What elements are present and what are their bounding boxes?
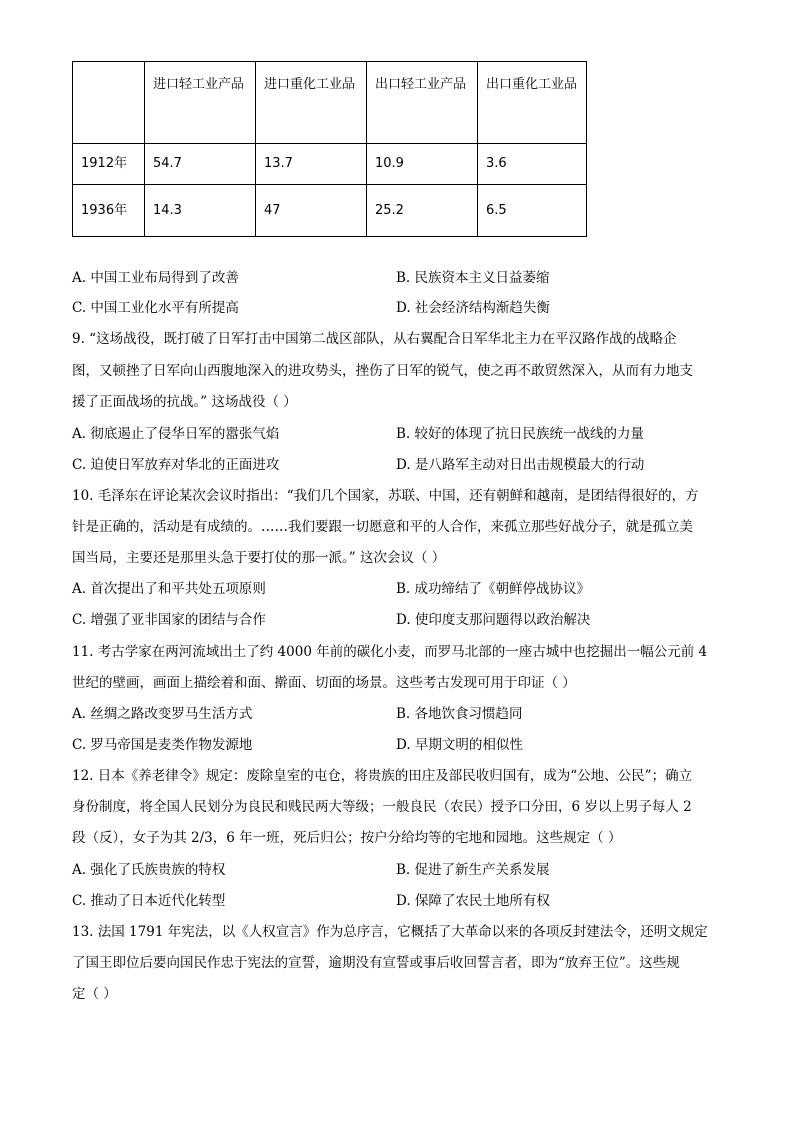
table-row (73, 185, 587, 237)
q10-stem-line: 10. 毛泽东在评论某次会议时指出：“我们几个国家，苏联、中国，还有朝鲜和越南，是团结得很好的，方 (72, 488, 699, 504)
table-header-row (73, 62, 587, 144)
table-cell: 14.3 (145, 185, 256, 237)
q9-option-a: A. 彻底遏止了侵华日军的嚣张气焰 (72, 426, 280, 442)
table-cell: 47 (256, 185, 367, 237)
table-cell: 13.7 (256, 144, 367, 185)
table-cell: 1936年 (73, 185, 145, 237)
table-header-cell: 进口轻工业产品 (145, 62, 256, 144)
q8-option-d: D. 社会经济结构渐趋失衡 (396, 300, 550, 316)
q8-option-a: A. 中国工业布局得到了改善 (72, 270, 239, 286)
q13-stem-line: 了国王即位后要向国民作忠于宪法的宣誓，逾期没有宣誓或事后收回誓言者，即为“放弃王位”。这些规 (72, 955, 680, 971)
q12-option-c: C. 推动了日本近代化转型 (72, 893, 226, 909)
q13-stem-line: 13. 法国 1791 年宪法，以《人权宣言》作为总序言，它概括了大革命以来的各项反封建法令，还明文规定 (72, 924, 708, 940)
table-header-cell (73, 62, 145, 144)
q10-option-a: A. 首次提出了和平共处五项原则 (72, 581, 266, 597)
table-row (73, 144, 587, 185)
q10-stem-line: 针是正确的，活动是有成绩的。……我们要跟一切愿意和平的人合作，来孤立那些好战分子，就是孤立美 (72, 519, 693, 535)
q9-option-c: C. 迫使日军放弃对华北的正面进攻 (72, 457, 280, 473)
q10-option-b: B. 成功缔结了《朝鲜停战协议》 (396, 581, 591, 597)
q9-stem-line: 9. “这场战役，既打破了日军打击中国第二战区部队，从右翼配合日军华北主力在平汉路作战的战略企 (72, 331, 677, 347)
q11-stem-line: 11. 考古学家在两河流域出土了约 4000 年前的碳化小麦，而罗马北部的一座古城中也挖掘出一幅公元前 4 (72, 644, 708, 660)
q12-stem-line: 身份制度，将全国人民划分为良民和贱民两大等级；一般良民（农民）授予口分田，6 岁以上男子每人 2 (72, 799, 692, 815)
q9-stem-line: 援了正面战场的抗战。” 这场战役（ ） (72, 394, 297, 410)
q12-option-b: B. 促进了新生产关系发展 (396, 862, 550, 878)
q9-stem-line: 图，又顿挫了日军向山西腹地深入的进攻势头，挫伤了日军的锐气，使之再不敢贸然深入，从而有力地支 (72, 363, 693, 379)
q12-option-d: D. 保障了农民土地所有权 (396, 893, 550, 909)
q11-option-d: D. 早期文明的相似性 (396, 737, 523, 753)
q13-stem-line: 定（ ） (72, 986, 117, 1002)
trade-data-table (72, 61, 587, 237)
q11-stem-line: 世纪的壁画，画面上描绘着和面、擀面、切面的场景。这些考古发现可用于印证（ ） (72, 675, 576, 691)
table-header-cell: 出口轻工业产品 (367, 62, 478, 144)
q11-option-b: B. 各地饮食习惯趋同 (396, 706, 523, 722)
q9-option-b: B. 较好的体现了抗日民族统一战线的力量 (396, 426, 645, 442)
q8-option-c: C. 中国工业化水平有所提高 (72, 300, 239, 316)
q10-stem-line: 国当局，主要还是那里头急于要打仗的那一派。” 这次会议（ ） (72, 550, 446, 566)
q10-option-d: D. 使印度支那问题得以政治解决 (396, 612, 591, 628)
q9-option-d: D. 是八路军主动对日出击规模最大的行动 (396, 457, 645, 473)
table-cell: 10.9 (367, 144, 478, 185)
table-cell: 3.6 (478, 144, 587, 185)
q8-option-b: B. 民族资本主义日益萎缩 (396, 270, 550, 286)
q11-option-a: A. 丝绸之路改变罗马生活方式 (72, 706, 253, 722)
q12-stem-line: 段（反），女子为其 2/3，6 年一班，死后归公；按户分给均等的宅地和园地。这些规定（ ） (72, 830, 622, 846)
table-cell: 54.7 (145, 144, 256, 185)
table-header-cell: 出口重化工业品 (478, 62, 587, 144)
table-header-cell: 进口重化工业品 (256, 62, 367, 144)
table-cell: 6.5 (478, 185, 587, 237)
table-cell: 1912年 (73, 144, 145, 185)
q12-option-a: A. 强化了氏族贵族的特权 (72, 862, 226, 878)
table-cell: 25.2 (367, 185, 478, 237)
q11-option-c: C. 罗马帝国是麦类作物发源地 (72, 737, 253, 753)
q12-stem-line: 12. 日本《养老律令》规定：废除皇室的屯仓，将贵族的田庄及部民收归国有，成为“公地、公民”；确立 (72, 768, 693, 784)
q10-option-c: C. 增强了亚非国家的团结与合作 (72, 612, 266, 628)
